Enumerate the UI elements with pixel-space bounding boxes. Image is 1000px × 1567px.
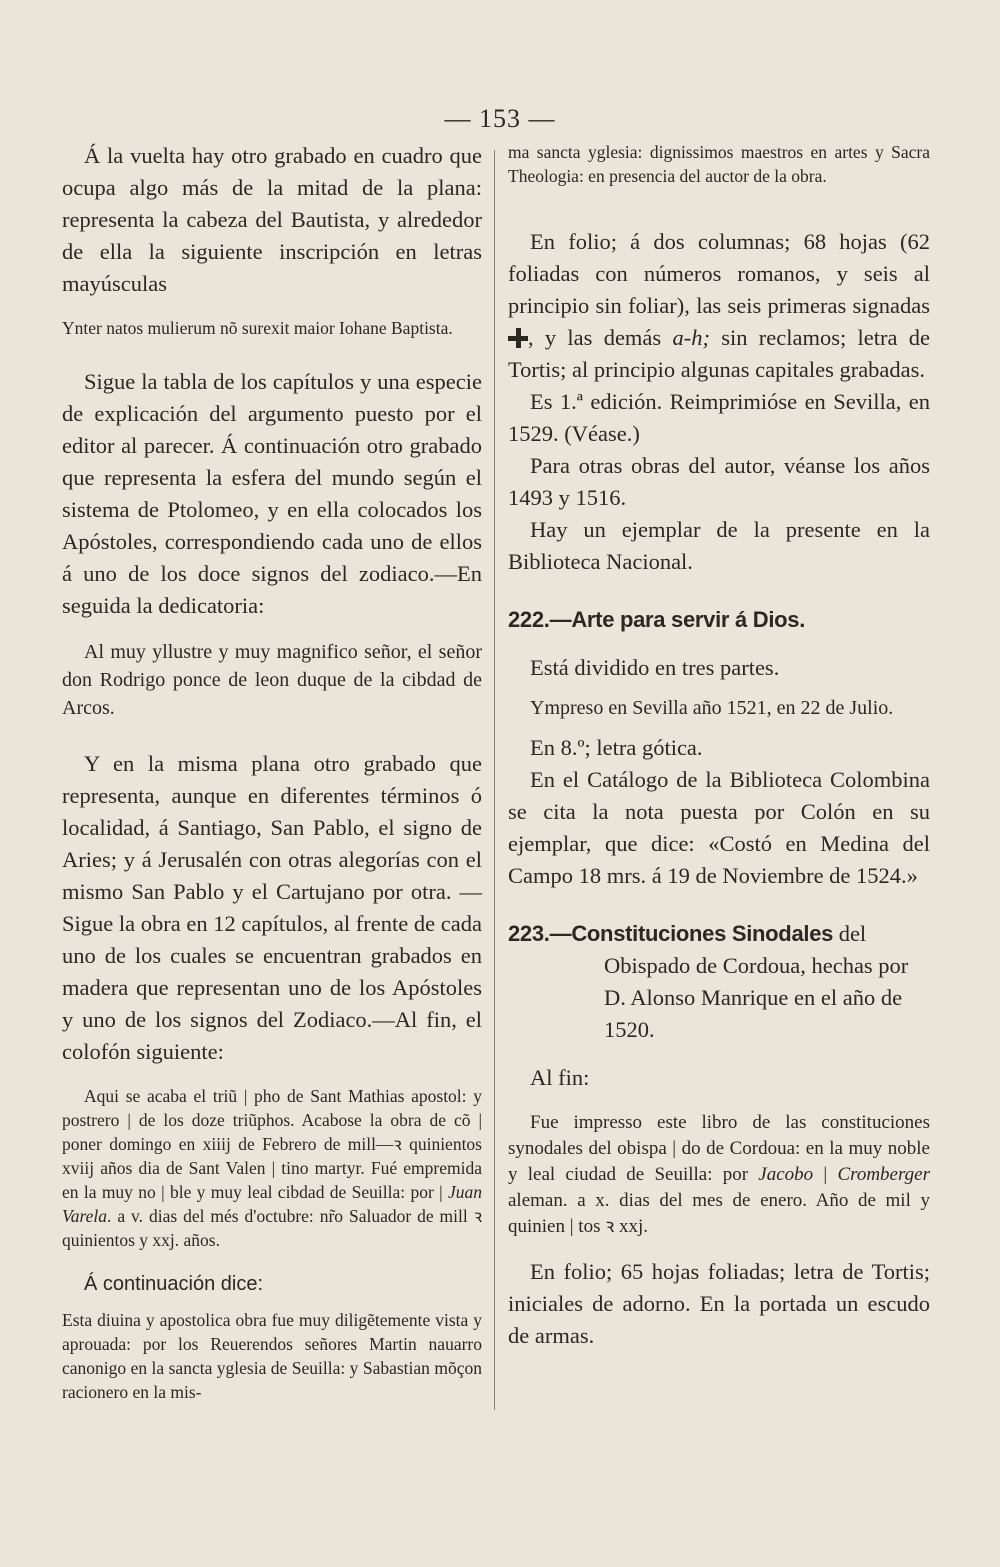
paragraph	[508, 226, 930, 386]
quotation: ma sancta yglesia: dignissimos maestros en artes y Sacra Theologia: en presencia del auctor de la obra.	[508, 142, 930, 186]
printer-surname: Cromberger	[837, 1164, 930, 1185]
printer-name: Jacobo	[758, 1164, 814, 1185]
colophon-text: Aqui se acaba el triũ | pho de Sant Mathias apostol: y postrero | de los doze triũphos. Acabose la obra de cõ | poner domingo en xiiij de Febrero de mill—ꝛ quinientos xviij años dia de Sant Valen | tino martyr. Fué empremida en la muy no | ble y muy leal cibdad de Seuilla: por |	[62, 1086, 482, 1202]
entry-number: 222.—	[508, 607, 572, 632]
text-segment: sin reclamos; letra de Tortis; al principio algunas capitales grabadas.	[508, 325, 930, 382]
text-segment: , y las demás	[528, 325, 673, 350]
page-number: — 153 —	[444, 104, 556, 133]
entry-title: Constituciones Sinodales	[571, 921, 834, 946]
paragraph: Al fin:	[530, 1065, 590, 1090]
signature-range: a-h;	[672, 325, 710, 350]
colophon-quotation	[508, 1110, 930, 1240]
paragraph: Á la vuelta hay otro grabado en cuadro que ocupa algo más de la mitad de la plana: representa la cabeza del Bautista, y alrededor de ella la siguiente inscripción en letras mayúsculas	[62, 143, 482, 296]
colophon-quotation	[62, 1084, 482, 1252]
paragraph: Hay un ejemplar de la presente en la Biblioteca Nacional.	[508, 517, 930, 574]
colophon-text: Fue impresso este libro de las constituciones synodales del obispa | do de Cordoua: en la muy noble y leal ciudad de Seuilla: por	[508, 1112, 930, 1185]
line-separator: |	[813, 1164, 838, 1185]
paragraph: En folio; 65 hojas foliadas; letra de Tortis; iniciales de adorno. En la portada un escudo de armas.	[508, 1259, 930, 1348]
entry-title-rest: del Obispado de Cordoua, hechas por D. Alonso Manrique en el año de 1520.	[604, 921, 909, 1042]
paragraph: Para otras obras del autor, véanse los años 1493 y 1516.	[508, 453, 930, 510]
text-segment: En folio; á dos columnas; 68 hojas (62 foliadas con números romanos, y seis al principio sin foliar), las seis primeras signadas	[508, 229, 930, 318]
paragraph: Ympreso en Sevilla año 1521, en 22 de Julio.	[530, 697, 894, 719]
left-column	[62, 140, 482, 1404]
column-divider	[494, 150, 495, 1410]
cross-sign-icon	[508, 328, 528, 348]
paragraph: Á continuación dice:	[84, 1273, 264, 1295]
entry-heading-223	[508, 918, 930, 1046]
colophon-text-end: aleman. a x. dias del mes de enero. Año de mil y quinien | tos ꝛ xxj.	[508, 1190, 930, 1237]
quotation: Ynter natos mulierum nõ surexit maior Iohane Baptista.	[62, 318, 453, 338]
paragraph: Y en la misma plana otro grabado que representa, aunque en diferentes términos ó localidad, á Santiago, San Pablo, el signo de Aries; y á Jerusalén con otras alegorías con el mismo San Pablo y el Cartujano por otra. — Sigue la obra en 12 capítulos, al frente de cada uno de los cuales se encuentran grabados en madera que representan uno de los Apóstoles y uno de los signos del Zodiaco.—Al fin, el colofón siguiente:	[62, 751, 482, 1064]
paragraph: Sigue la tabla de los capítulos y una especie de explicación del argumento puesto por el editor al parecer. Á continuación otro grabado que representa la esfera del mundo según el sistema de Ptolomeo, y en ella colocados los Apóstoles, correspondiendo cada uno de ellos á uno de los doce signos del zodiaco.—En seguida la dedicatoria:	[62, 369, 482, 618]
quotation: Al muy yllustre y muy magnifico señor, el señor don Rodrigo ponce de leon duque de la cibdad de Arcos.	[62, 641, 482, 719]
printer-name: Juan Varela	[62, 1182, 482, 1226]
paragraph: Está dividido en tres partes.	[530, 655, 780, 680]
paragraph: En 8.º; letra gótica.	[530, 735, 703, 760]
colophon-text-end: . a v. dias del més d'octubre: nr̃o Saluador de mill ꝛ quinientos y xxj. años.	[62, 1206, 482, 1250]
paragraph: En el Catálogo de la Biblioteca Colombina se cita la nota puesta por Colón en su ejemplar, que dice: «Costó en Medina del Campo 18 mrs. á 19 de Noviembre de 1524.»	[508, 767, 930, 888]
paragraph: Es 1.ª edición. Reimprimióse en Sevilla, en 1529. (Véase.)	[508, 389, 930, 446]
quotation: Esta diuina y apostolica obra fue muy diligẽtemente vista y aprouada: por los Reuerendos señores Martin nauarro canonigo en la sancta yglesia de Seuilla: y Sabastian mõçon racionero en la mis-	[62, 1310, 482, 1402]
right-column	[508, 140, 930, 1352]
entry-heading-222	[508, 604, 930, 636]
entry-number: 223.—	[508, 921, 572, 946]
entry-title: Arte para servir á Dios.	[571, 607, 806, 632]
